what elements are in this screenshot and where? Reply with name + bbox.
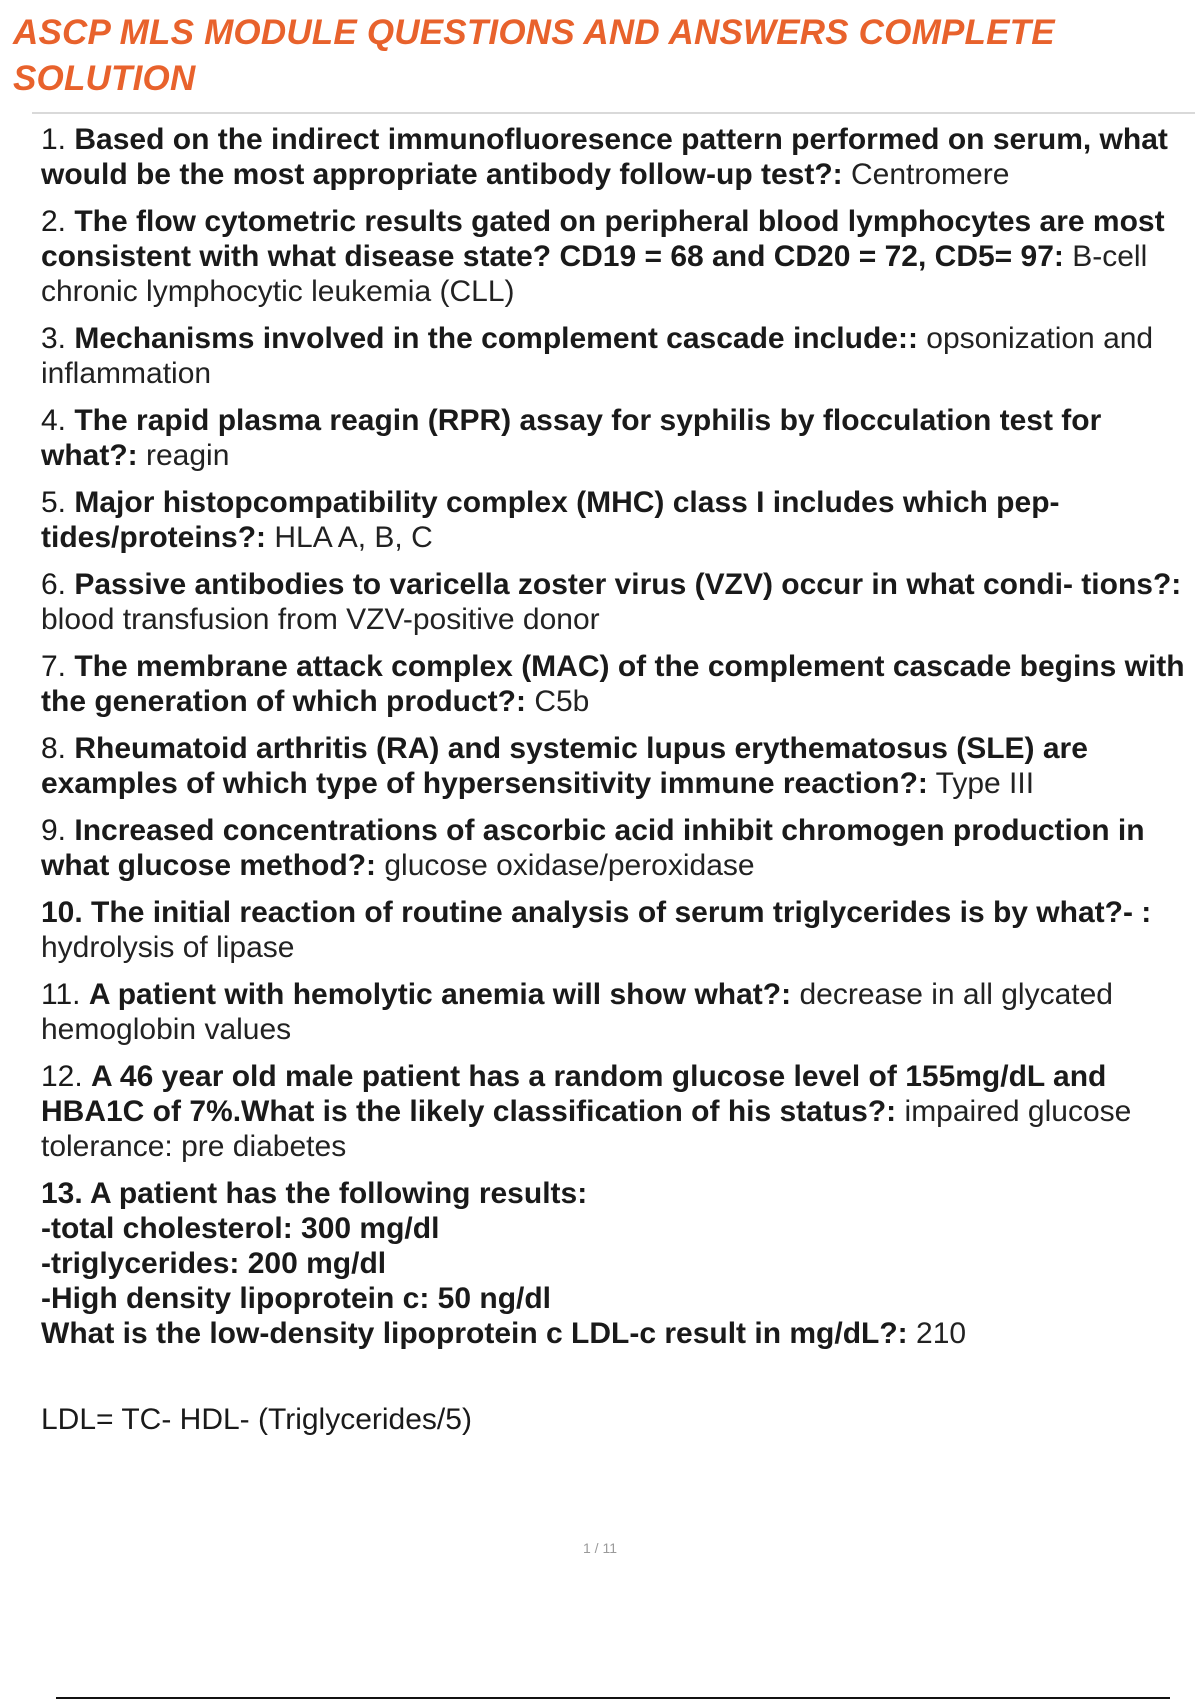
qa-item-lipid-panel xyxy=(41,1176,1193,1351)
page-indicator: 1 / 11 xyxy=(583,1540,617,1556)
qa-item xyxy=(41,731,1193,801)
answer-text: 210 xyxy=(907,1317,967,1350)
item-number: 11. xyxy=(41,978,89,1011)
item-number: 9. xyxy=(41,814,75,847)
item-number: 7. xyxy=(41,650,75,683)
qa-item xyxy=(41,122,1193,192)
item-number: 2. xyxy=(41,205,75,238)
hdl-line: -High density lipoprotein c: 50 ng/dl xyxy=(41,1282,552,1315)
answer-text: Centromere xyxy=(842,158,1010,191)
item-number: 12. xyxy=(41,1060,92,1093)
lipid-question-intro xyxy=(41,1176,1193,1211)
answer-text: Type III xyxy=(927,767,1035,800)
qa-item xyxy=(41,813,1193,883)
item-number: 3. xyxy=(41,322,75,355)
question-text: Passive antibodies to varicella zoster virus (VZV) occur in what condi- tions?: xyxy=(74,568,1182,601)
item-number: 13. xyxy=(41,1177,90,1210)
item-number: 10. xyxy=(41,896,92,929)
question-text: The membrane attack complex (MAC) of the complement cascade begins with the generation of which product?: xyxy=(41,650,1185,718)
question-text: Mechanisms involved in the complement cascade include:: xyxy=(74,322,918,355)
question-text: A patient with hemolytic anemia will show what?: xyxy=(88,978,792,1011)
question-text: The rapid plasma reagin (RPR) assay for syphilis by flocculation test for what?: xyxy=(41,404,1102,472)
answer-text: blood transfusion from VZV-positive donor xyxy=(41,603,600,636)
answer-text: HLA A, B, C xyxy=(266,521,433,554)
item-number: 4. xyxy=(41,404,75,437)
item-number: 8. xyxy=(41,732,75,765)
question-text: Based on the indirect immunofluoresence pattern performed on serum, what would be the most appropriate antibody follow-up test?: xyxy=(41,123,1168,191)
lipid-question-line: A patient has the following results: xyxy=(89,1177,588,1210)
qa-item xyxy=(41,567,1193,637)
question-text: The flow cytometric results gated on peripheral blood lymphocytes are most consistent with what disease state? CD19 = 68 and CD20 = 72, CD5= 97: xyxy=(41,205,1165,273)
question-text: Rheumatoid arthritis (RA) and systemic lupus erythematosus (SLE) are examples of which type of hypersensitivity immune reaction?: xyxy=(41,732,1088,800)
qa-list xyxy=(41,122,1193,1363)
answer-text: decrease in all glycated hemoglobin values xyxy=(41,978,1113,1046)
page-bottom-rule xyxy=(56,1697,1170,1699)
answer-text: hydrolysis of lipase xyxy=(41,931,295,964)
answer-text: reagin xyxy=(137,439,230,472)
answer-text: opsonization and inflammation xyxy=(41,322,1154,390)
ldl-formula: LDL= TC- HDL- (Triglycerides/5) xyxy=(41,1403,472,1436)
answer-text: glucose oxidase/peroxidase xyxy=(376,849,755,882)
qa-item xyxy=(41,321,1193,391)
question-text: A 46 year old male patient has a random glucose level of 155mg/dL and HBA1C of 7%.What is the likely classification of his status?: xyxy=(41,1060,1107,1128)
item-number: 6. xyxy=(41,568,75,601)
item-number: 5. xyxy=(41,486,75,519)
total-cholesterol-line: -total cholesterol: 300 mg/dl xyxy=(41,1212,440,1245)
question-text: Increased concentrations of ascorbic acid inhibit chromogen production in what glucose method?: xyxy=(41,814,1145,882)
document-title: ASCP MLS MODULE QUESTIONS AND ANSWERS COMPLETE SOLUTION xyxy=(13,13,1055,98)
item-number: 1. xyxy=(41,123,75,156)
qa-item xyxy=(41,403,1193,473)
qa-item xyxy=(41,977,1193,1047)
ldl-question-line xyxy=(41,1317,966,1350)
qa-item xyxy=(41,895,1193,965)
title-divider xyxy=(32,112,1195,114)
qa-item xyxy=(41,1059,1193,1164)
question-text: What is the low-density lipoprotein c LDL-c result in mg/dL?: xyxy=(41,1317,908,1350)
qa-item xyxy=(41,204,1193,309)
triglycerides-line: -triglycerides: 200 mg/dl xyxy=(41,1247,387,1280)
answer-text: C5b xyxy=(525,685,590,718)
answer-text: B-cell chronic lymphocytic leukemia (CLL) xyxy=(41,240,1148,308)
question-text: The initial reaction of routine analysis of serum triglycerides is by what?- : xyxy=(91,896,1152,929)
qa-item xyxy=(41,649,1193,719)
qa-item xyxy=(41,485,1193,555)
question-text: Major histopcompatibility complex (MHC) class I includes which pep- tides/proteins?: xyxy=(41,486,1060,554)
answer-text: impaired glucose tolerance: pre diabetes xyxy=(41,1095,1132,1163)
